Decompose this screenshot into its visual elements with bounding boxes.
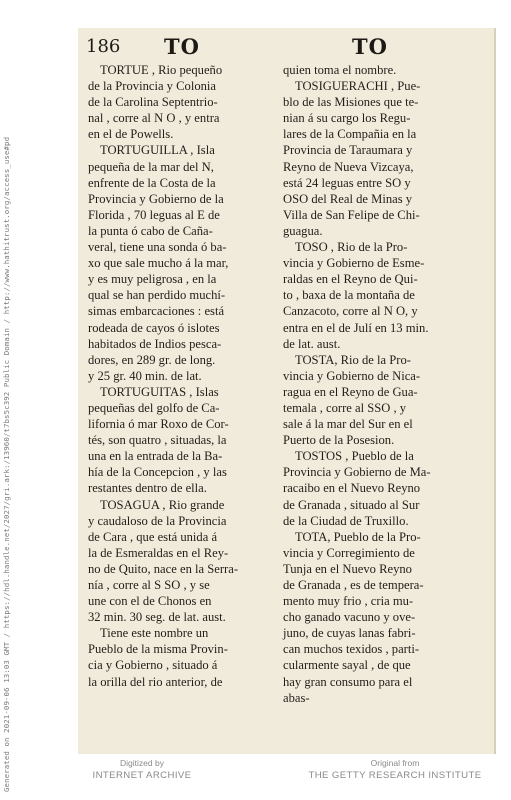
text-line: Canzacoto, corre al N O, y <box>283 304 418 319</box>
text-line: TOSAGUA , Rio grande <box>100 497 225 512</box>
text-line: Villa de San Felipe de Chi- <box>283 207 420 222</box>
text-line: cularmente sayal , de que <box>283 658 411 673</box>
page-number: 186 <box>86 36 121 57</box>
footer <box>0 758 511 798</box>
hathitrust-stamp: Generated on 2021-09-06 13:03 GMT / https://hdl.handle.net/2027/gri.ark:/13960/t7bs5c392 Public Domain / http://www.hathitrust.org/access_use#pd <box>2 136 11 792</box>
text-line: to , baxa de la montaña de <box>283 288 415 303</box>
text-line: nía , corre al S SO , y se <box>88 578 210 592</box>
text-line: Tiene este nombre un <box>100 626 209 641</box>
text-line: une con el de Chonos en <box>88 594 212 609</box>
text-line: TORTUE , Rio pequeño <box>100 63 223 77</box>
text-line: TOTA, Pueblo de la Pro- <box>295 529 421 544</box>
text-line: TOSTOS , Pueblo de la <box>295 449 414 464</box>
right-heading: TO <box>352 34 388 59</box>
text-line: quien toma el nombre. <box>283 63 397 77</box>
text-line: vincia y Corregimiento de <box>283 545 415 560</box>
text-line: de la Ciudad de Truxillo. <box>283 513 409 528</box>
text-line: cho ganado vacuno y ove- <box>283 610 416 625</box>
text-line: mento muy frio , cria mu- <box>283 594 414 609</box>
digitizer-credit <box>72 758 212 782</box>
text-line: vincia y Gobierno de Esme- <box>283 256 425 271</box>
text-line: la de Esmeraldas en el Rey- <box>88 545 229 560</box>
text-line: TORTUGUILLA , Isla <box>100 143 215 158</box>
text-line: enfrente de la Costa de la <box>88 175 216 190</box>
text-line: xo que sale mucho á la mar, <box>88 256 229 271</box>
text-line: Reyno de Nueva Vizcaya, <box>283 159 414 174</box>
text-line: Provincia y Gobierno de Ma- <box>283 465 431 480</box>
text-line: ragua en el Reyno de Gua- <box>283 384 418 399</box>
text-line: dores, en 289 gr. de long. <box>88 352 216 367</box>
text-line: de Granada , situado al Sur <box>283 497 420 512</box>
text-line: can muchos texidos , parti- <box>283 642 420 657</box>
text-line: TOSIGUERACHI , Pue- <box>295 79 421 94</box>
text-line: racaibo en el Nuevo Reyno <box>283 481 421 496</box>
text-line: nian á su cargo los Regu- <box>283 111 411 126</box>
text-line: TORTUGUITAS , Islas <box>100 384 219 399</box>
text-line: una en la entrada de la Ba- <box>88 449 223 464</box>
text-line: Provincia de Taraumara y <box>283 143 413 158</box>
left-heading: TO <box>164 34 200 59</box>
original-source-credit <box>300 758 490 782</box>
text-line: abas- <box>283 690 310 705</box>
text-line: nal , corre al N O , y entra <box>88 111 220 126</box>
digitized-by-label: Digitized by <box>120 758 164 768</box>
text-line: sale á la mar del Sur en el <box>283 417 413 432</box>
text-line: lares de la Compañia en la <box>283 127 417 142</box>
text-line: lifornia ó mar Roxo de Cor- <box>88 417 229 432</box>
text-line: habitados de Indios pesca- <box>88 336 222 351</box>
text-line: y es muy peligrosa , en la <box>88 272 217 287</box>
left-column <box>88 62 288 690</box>
original-from-label: Original from <box>370 758 420 768</box>
text-line: Pueblo de la misma Provin- <box>88 642 228 657</box>
text-line: qual se han perdido muchí- <box>88 288 226 303</box>
text-line: tés, son quatro , situadas, la <box>88 433 227 448</box>
text-line: guagua. <box>283 223 323 238</box>
text-line: en el de Powells. <box>88 127 174 142</box>
text-line: de la Carolina Septentrio- <box>88 95 218 110</box>
text-line: OSO del Real de Minas y <box>283 191 413 206</box>
text-line: simas embarcaciones : está <box>88 304 225 319</box>
text-line: no de Quito, nace en la Serra- <box>88 561 239 576</box>
text-line: la punta ó cabo de Caña- <box>88 223 213 238</box>
text-line: y caudaloso de la Provincia <box>88 513 227 528</box>
text-line: Puerto de la Posesion. <box>283 433 395 448</box>
text-line: rodeada de cayos ó islotes <box>88 320 220 335</box>
text-line: de Granada , es de tempera- <box>283 578 424 592</box>
text-line: restantes dentro de ella. <box>88 481 207 496</box>
text-line: de Cara , que está unida á <box>88 529 218 544</box>
right-column <box>283 62 486 706</box>
text-line: veral, tiene una sonda ó ba- <box>88 240 227 255</box>
text-line: Tunja en el Nuevo Reyno <box>283 561 412 576</box>
text-line: TOSTA, Rio de la Pro- <box>295 352 411 367</box>
text-line: pequeñas del golfo de Ca- <box>88 400 220 415</box>
text-line: Provincia y Gobierno de la <box>88 191 224 206</box>
text-line: blo de las Misiones que te- <box>283 95 419 110</box>
getty-label: THE GETTY RESEARCH INSTITUTE <box>308 770 482 781</box>
text-line: entra en el de Julí en 13 min. <box>283 320 429 335</box>
text-line: está 24 leguas entre SO y <box>283 175 411 190</box>
text-line: la orilla del rio anterior, de <box>88 674 223 689</box>
text-line: pequeña de la mar del N, <box>88 159 214 174</box>
running-head <box>86 36 486 60</box>
text-line: de la Provincia y Colonia <box>88 79 217 94</box>
text-line: de lat. aust. <box>283 336 341 351</box>
text-line: TOSO , Rio de la Pro- <box>295 240 408 255</box>
text-line: vincia y Gobierno de Nica- <box>283 368 421 383</box>
text-line: raldas en el Reyno de Qui- <box>283 272 418 287</box>
text-line: hay gran consumo para el <box>283 674 413 689</box>
internet-archive-label: INTERNET ARCHIVE <box>92 770 192 781</box>
text-line: y 25 gr. 40 min. de lat. <box>88 368 202 383</box>
text-line: hía de la Concepcion , y las <box>88 465 227 480</box>
text-line: juno, de cuyas lanas fabri- <box>283 626 416 641</box>
text-line: cia y Gobierno , situado á <box>88 658 218 673</box>
text-line: 32 min. 30 seg. de lat. aust. <box>88 610 226 625</box>
text-line: Florida , 70 leguas al E de <box>88 207 220 222</box>
text-line: temala , corre al SSO , y <box>283 400 407 415</box>
